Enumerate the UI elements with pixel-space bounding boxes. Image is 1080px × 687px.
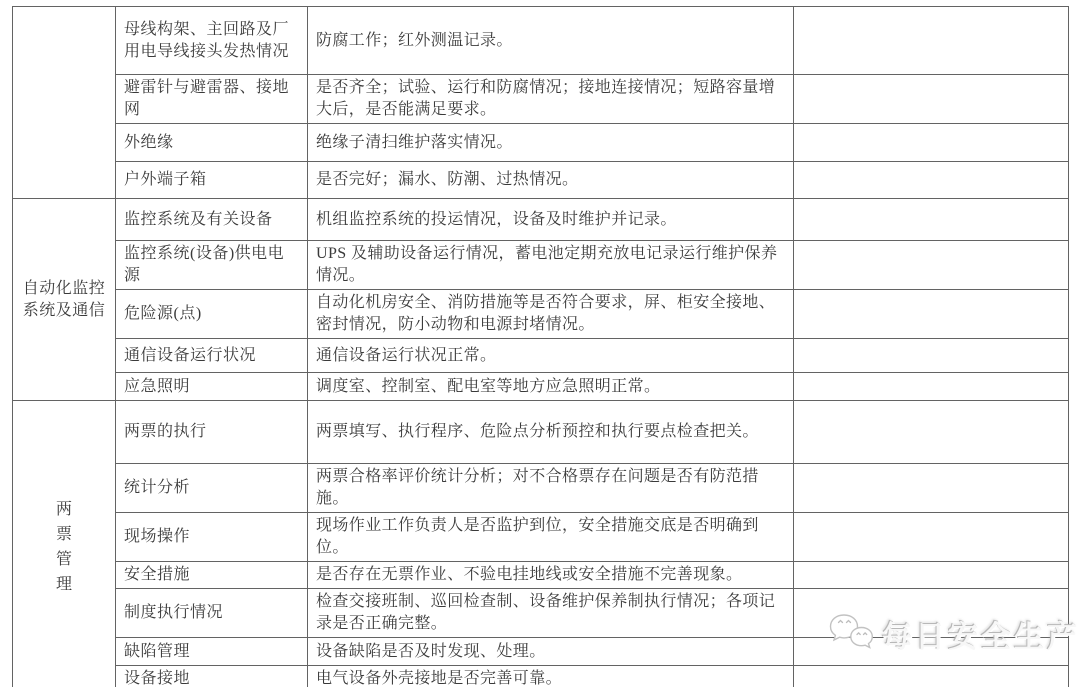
table-row — [13, 373, 1069, 401]
check-cell — [794, 199, 1069, 241]
category-cell — [13, 401, 116, 687]
item-cell: 监控系统及有关设备 — [116, 199, 308, 241]
description-cell: 机组监控系统的投运情况，设备及时维护并记录。 — [308, 199, 794, 241]
description-cell: 是否齐全；试验、运行和防腐情况；接地连接情况；短路容量增大后，是否能满足要求。 — [308, 75, 794, 124]
description-cell: 绝缘子清扫维护落实情况。 — [308, 124, 794, 162]
table-row — [13, 7, 1069, 75]
table-row — [13, 666, 1069, 687]
description-cell: 两票合格率评价统计分析；对不合格票存在问题是否有防范措施。 — [308, 464, 794, 513]
description-cell: 是否完好；漏水、防潮、过热情况。 — [308, 162, 794, 199]
description-cell: 两票填写、执行程序、危险点分析预控和执行要点检查把关。 — [308, 401, 794, 464]
wechat-chat-bubbles-icon — [828, 612, 878, 656]
item-cell: 现场操作 — [116, 513, 308, 562]
description-cell: 现场作业工作负责人是否监护到位，安全措施交底是否明确到位。 — [308, 513, 794, 562]
check-cell — [794, 75, 1069, 124]
table-row — [13, 241, 1069, 290]
item-cell: 母线构架、主回路及厂用电导线接头发热情况 — [116, 7, 308, 75]
item-cell: 避雷针与避雷器、接地网 — [116, 75, 308, 124]
description-cell: 检查交接班制、巡回检查制、设备维护保养制执行情况；各项记录是否正确完整。 — [308, 589, 794, 638]
item-cell: 危险源(点) — [116, 290, 308, 339]
item-cell: 两票的执行 — [116, 401, 308, 464]
description-cell: 自动化机房安全、消防措施等是否符合要求，屏、柜安全接地、密封情况，防小动物和电源封堵情况。 — [308, 290, 794, 339]
description-cell: 通信设备运行状况正常。 — [308, 339, 794, 373]
table-row — [13, 464, 1069, 513]
table-container — [12, 6, 1069, 687]
item-cell: 外绝缘 — [116, 124, 308, 162]
check-cell — [794, 124, 1069, 162]
item-cell: 安全措施 — [116, 562, 308, 589]
check-cell — [794, 373, 1069, 401]
item-cell: 通信设备运行状况 — [116, 339, 308, 373]
check-cell — [794, 339, 1069, 373]
check-cell — [794, 241, 1069, 290]
table-row — [13, 401, 1069, 464]
category-label: 两票管理 — [55, 500, 72, 593]
table-row — [13, 75, 1069, 124]
item-cell: 监控系统(设备)供电电源 — [116, 241, 308, 290]
category-cell: 自动化监控系统及通信 — [13, 199, 116, 401]
check-cell — [794, 562, 1069, 589]
table-row — [13, 513, 1069, 562]
item-cell: 制度执行情况 — [116, 589, 308, 638]
check-cell — [794, 401, 1069, 464]
table-row — [13, 339, 1069, 373]
check-cell — [794, 162, 1069, 199]
description-cell: 是否存在无票作业、不验电挂地线或安全措施不完善现象。 — [308, 562, 794, 589]
table-row — [13, 124, 1069, 162]
item-cell: 应急照明 — [116, 373, 308, 401]
watermark-text: 每日安全生产 — [882, 621, 1080, 654]
check-cell — [794, 464, 1069, 513]
table-row — [13, 199, 1069, 241]
category-cell — [13, 7, 116, 199]
check-cell — [794, 290, 1069, 339]
table-row — [13, 162, 1069, 199]
check-cell — [794, 7, 1069, 75]
check-cell — [794, 513, 1069, 562]
item-cell: 设备接地 — [116, 666, 308, 687]
table-row — [13, 562, 1069, 589]
description-cell: 防腐工作；红外测温记录。 — [308, 7, 794, 75]
watermark — [828, 610, 1080, 658]
description-cell: 调度室、控制室、配电室等地方应急照明正常。 — [308, 373, 794, 401]
check-cell — [794, 666, 1069, 687]
item-cell: 户外端子箱 — [116, 162, 308, 199]
inspection-table — [12, 6, 1069, 687]
item-cell: 统计分析 — [116, 464, 308, 513]
item-cell: 缺陷管理 — [116, 638, 308, 666]
description-cell: 电气设备外壳接地是否完善可靠。 — [308, 666, 794, 687]
description-cell: 设备缺陷是否及时发现、处理。 — [308, 638, 794, 666]
description-cell: UPS 及辅助设备运行情况，蓄电池定期充放电记录运行维护保养情况。 — [308, 241, 794, 290]
table-row — [13, 290, 1069, 339]
